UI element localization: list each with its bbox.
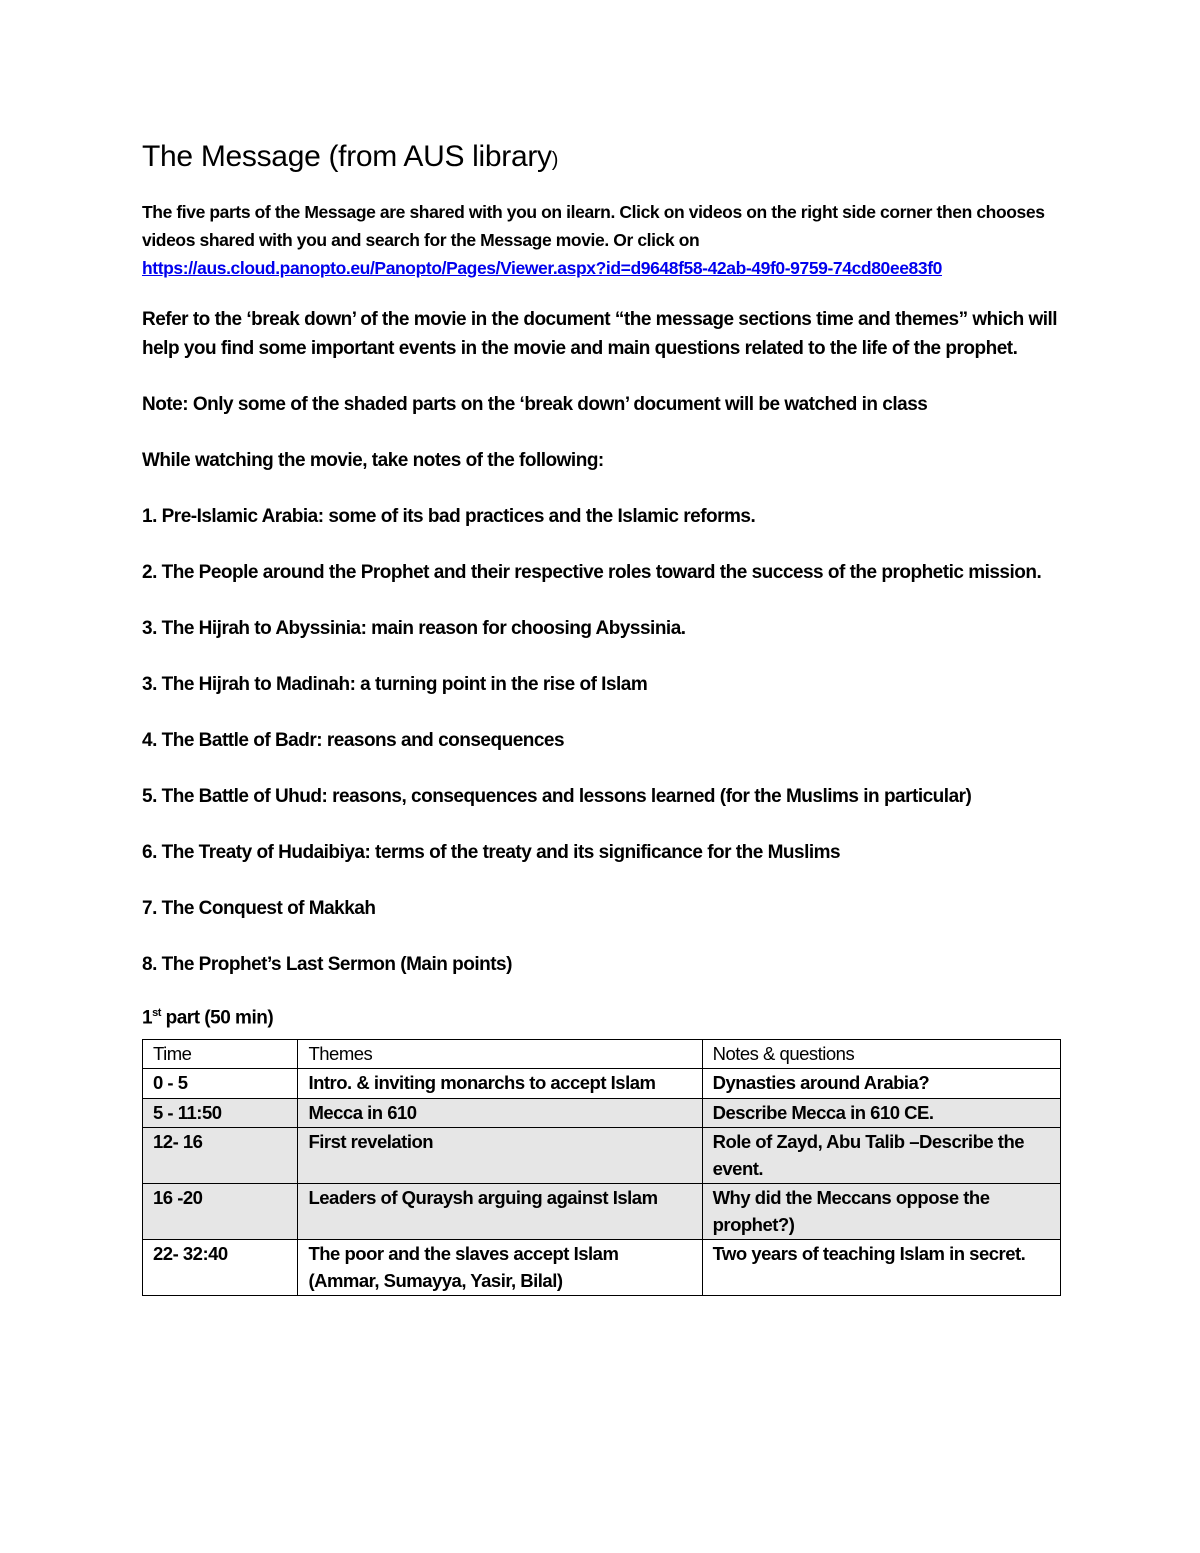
table-row bbox=[143, 1128, 1061, 1184]
topic-item: 6. The Treaty of Hudaibiya: terms of the treaty and its significance for the Muslims bbox=[142, 841, 841, 863]
document-title bbox=[142, 140, 1062, 174]
title-text: The Message (from AUS library bbox=[142, 140, 552, 173]
cell-notes: Role of Zayd, Abu Talib –Describe the event. bbox=[702, 1128, 1060, 1184]
part-heading bbox=[142, 1007, 1062, 1029]
intro-paragraph bbox=[142, 198, 1062, 282]
table-row bbox=[143, 1240, 1061, 1296]
table-row bbox=[143, 1069, 1061, 1099]
cell-theme: The poor and the slaves accept Islam (Ammar, Sumayya, Yasir, Bilal) bbox=[298, 1240, 702, 1296]
cell-theme: Intro. & inviting monarchs to accept Islam bbox=[298, 1069, 702, 1099]
header-themes: Themes bbox=[298, 1039, 702, 1069]
title-closing-paren: ) bbox=[551, 149, 559, 171]
topic-item: 3. The Hijrah to Madinah: a turning point in the rise of Islam bbox=[142, 673, 648, 695]
cell-theme: Leaders of Quraysh arguing against Islam bbox=[298, 1184, 702, 1240]
intro-text: The five parts of the Message are shared with you on ilearn. Click on videos on the right side corner then chooses videos shared with you and search for the Message movie. Or click on bbox=[142, 202, 1045, 250]
cell-theme: Mecca in 610 bbox=[298, 1098, 702, 1128]
topic-item: 3. The Hijrah to Abyssinia: main reason for choosing Abyssinia. bbox=[142, 617, 686, 639]
table-header-row bbox=[143, 1039, 1061, 1069]
cell-time: 5 - 11:50 bbox=[143, 1098, 298, 1128]
cell-notes: Why did the Meccans oppose the prophet?) bbox=[702, 1184, 1060, 1240]
header-notes: Notes & questions bbox=[702, 1039, 1060, 1069]
cell-time: 16 -20 bbox=[143, 1184, 298, 1240]
header-time: Time bbox=[143, 1039, 298, 1069]
topic-item: 2. The People around the Prophet and their respective roles toward the success of the prophetic mission. bbox=[142, 561, 1042, 583]
topic-item: 7. The Conquest of Makkah bbox=[142, 897, 376, 919]
cell-notes: Dynasties around Arabia? bbox=[702, 1069, 1060, 1099]
part-heading-rest: part (50 min) bbox=[160, 1006, 274, 1028]
topic-item: 1. Pre-Islamic Arabia: some of its bad practices and the Islamic reforms. bbox=[142, 505, 756, 527]
shaded-parts-note: Note: Only some of the shaded parts on the ‘break down’ document will be watched in class bbox=[142, 393, 928, 415]
panopto-link[interactable]: https://aus.cloud.panopto.eu/Panopto/Pages/Viewer.aspx?id=d9648f58-42ab-49f0-9759-74cd80ee83f0 bbox=[142, 258, 942, 278]
part-suffix: st bbox=[152, 1006, 161, 1019]
part-number: 1 bbox=[142, 1006, 153, 1028]
topic-item: 5. The Battle of Uhud: reasons, consequences and lessons learned (for the Muslims in particular) bbox=[142, 785, 972, 807]
table-row bbox=[143, 1098, 1061, 1128]
cell-theme: First revelation bbox=[298, 1128, 702, 1184]
cell-notes: Two years of teaching Islam in secret. bbox=[702, 1240, 1060, 1296]
break-down-reference: Refer to the ‘break down’ of the movie in the document “the message sections time and themes” which will help you find some important events in the movie and main questions related to the life of the prophet. bbox=[142, 309, 1058, 359]
cell-time: 12- 16 bbox=[143, 1128, 298, 1184]
table-row bbox=[143, 1184, 1061, 1240]
cell-notes: Describe Mecca in 610 CE. bbox=[702, 1098, 1060, 1128]
cell-time: 22- 32:40 bbox=[143, 1240, 298, 1296]
topic-item: 4. The Battle of Badr: reasons and consequences bbox=[142, 729, 565, 751]
cell-time: 0 - 5 bbox=[143, 1069, 298, 1099]
breakdown-table bbox=[142, 1039, 1061, 1297]
topic-item: 8. The Prophet’s Last Sermon (Main points) bbox=[142, 953, 512, 975]
document-page bbox=[142, 140, 1062, 1296]
notes-instruction: While watching the movie, take notes of the following: bbox=[142, 449, 604, 471]
